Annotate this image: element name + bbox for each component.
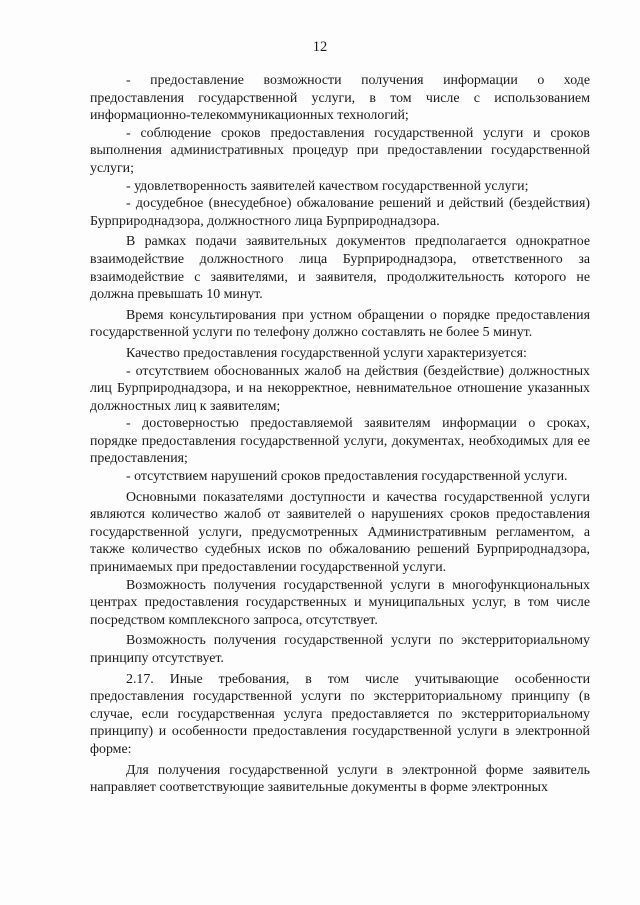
page-number: 12 — [312, 39, 328, 55]
paragraph-deadlines: - соблюдение сроков предоставления государственной услуги и сроков выполнения административных процедур при предоставлении государственной услуги; — [90, 125, 590, 176]
paragraph-consultation-time: Время консультирования при устном обращении о порядке предоставления государственной услуги по телефону должно составлять не более 5 минут. — [90, 307, 590, 341]
paragraph-mfc: Возможность получения государственной услуги в многофункциональных центрах предоставления государственных и муниципальных услуг, в том числе посредством комплексного запроса, отсутствует. — [90, 577, 590, 628]
paragraph-info-availability: - предоставление возможности получения информации о ходе предоставления государственной услуги, в том числе с использованием информационно-телекоммуникационных технологий; — [90, 73, 590, 124]
paragraph-single-interaction: В рамках подачи заявительных документов предполагается однократное взаимодействие должностного лица Бурприроднадзора, ответственного за взаимодействие с заявителями, и заявителя, продолжительность которого не должна превышать 10 минут. — [90, 234, 590, 303]
paragraph-no-complaints: - отсутствием обоснованных жалоб на действия (бездействие) должностных лиц Бурприроднадзора, и на некорректное, невнимательное отношение указанных должностных лиц к заявителям; — [90, 363, 590, 414]
paragraph-section-2-17: 2.17. Иные требования, в том числе учитывающие особенности предоставления государственной услуги по экстерриториальному принципу (в случае, если государственная услуга предоставляется по экстерриториальному принципу) и особенности предоставления государственной услуги в электронной форме: — [90, 671, 590, 757]
paragraph-main-indicators: Основными показателями доступности и качества государственной услуги являются количество жалоб от заявителей о нарушениях сроков предоставления государственной услуги, предусмотренных Административным регламентом, а также количество судебных исков по обжалованию решений Бурприроднадзора, принимаемых при предоставлении государственной услуги. — [90, 489, 590, 576]
paragraph-pretrial-appeal: - досудебное (внесудебное) обжалование решений и действий (бездействия) Бурприроднадзора, должностного лица Бурприроднадзора. — [90, 196, 590, 229]
paragraph-satisfaction: - удовлетворенность заявителей качеством государственной услуги; — [126, 178, 529, 194]
document-body — [90, 72, 590, 797]
paragraph-electronic-form: Для получения государственной услуги в электронной форме заявитель направляет соответствующие заявительные документы в форме электронных — [90, 762, 590, 796]
paragraph-no-violations: - отсутствием нарушений сроков предоставления государственной услуги. — [126, 469, 568, 485]
paragraph-quality-heading: Качество предоставления государственной услуги характеризуется: — [126, 345, 527, 361]
paragraph-extraterritorial: Возможность получения государственной услуги по экстерриториальному принципу отсутствует. — [90, 633, 590, 666]
paragraph-reliability: - достоверностью предоставляемой заявителям информации о сроках, порядке предоставления государственной услуги, документах, необходимых для ее предоставления; — [90, 416, 590, 467]
